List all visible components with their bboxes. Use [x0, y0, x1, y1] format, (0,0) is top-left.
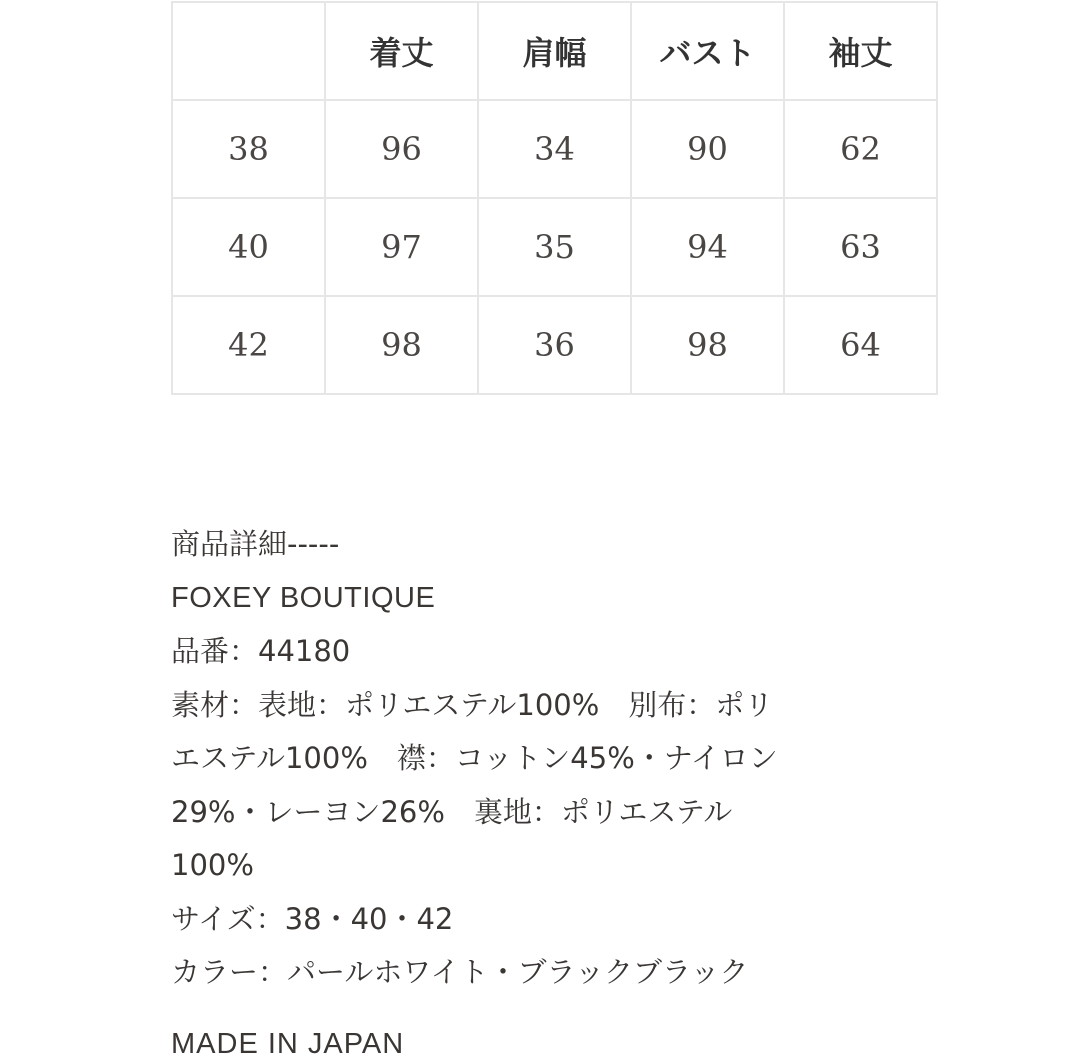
material-line: 29%・レーヨン26% 裏地：ポリエステル [171, 794, 733, 829]
table-cell: 63 [784, 198, 937, 296]
size-chart-table [171, 1, 938, 395]
table-header-cell: バスト [631, 2, 784, 100]
table-cell: 96 [325, 100, 478, 198]
table-cell: 36 [478, 296, 631, 394]
table-cell: 64 [784, 296, 937, 394]
table-cell: 40 [172, 198, 325, 296]
table-row [172, 100, 937, 198]
material-line: 100% [171, 848, 254, 882]
product-details [171, 518, 951, 1000]
table-row [172, 198, 937, 296]
table-row [172, 296, 937, 394]
table-header-cell: 袖丈 [784, 2, 937, 100]
material-line: エステル100% 襟：コットン45%・ナイロン [171, 741, 778, 775]
size-options: サイズ：38・40・42 [171, 901, 454, 936]
table-header-row [172, 2, 937, 100]
table-cell: 34 [478, 100, 631, 198]
color-options: カラー：パールホワイト・ブラックブラック [171, 955, 749, 989]
brand-name: FOXEY BOUTIQUE [171, 581, 436, 614]
details-heading: 商品詳細----- [171, 527, 340, 561]
table-cell: 62 [784, 100, 937, 198]
made-in-label: MADE IN JAPAN [171, 1028, 405, 1060]
table-cell: 98 [631, 296, 784, 394]
table-header-cell: 着丈 [325, 2, 478, 100]
table-cell: 35 [478, 198, 631, 296]
table-header-cell: 肩幅 [478, 2, 631, 100]
table-header-cell [172, 2, 325, 100]
table-cell: 42 [172, 296, 325, 394]
table-cell: 38 [172, 100, 325, 198]
table-cell: 97 [325, 198, 478, 296]
table-cell: 98 [325, 296, 478, 394]
table-cell: 90 [631, 100, 784, 198]
material-line: 素材：表地：ポリエステル100% 別布：ポリ [171, 687, 774, 722]
table-cell: 94 [631, 198, 784, 296]
item-number: 品番：44180 [171, 634, 351, 668]
